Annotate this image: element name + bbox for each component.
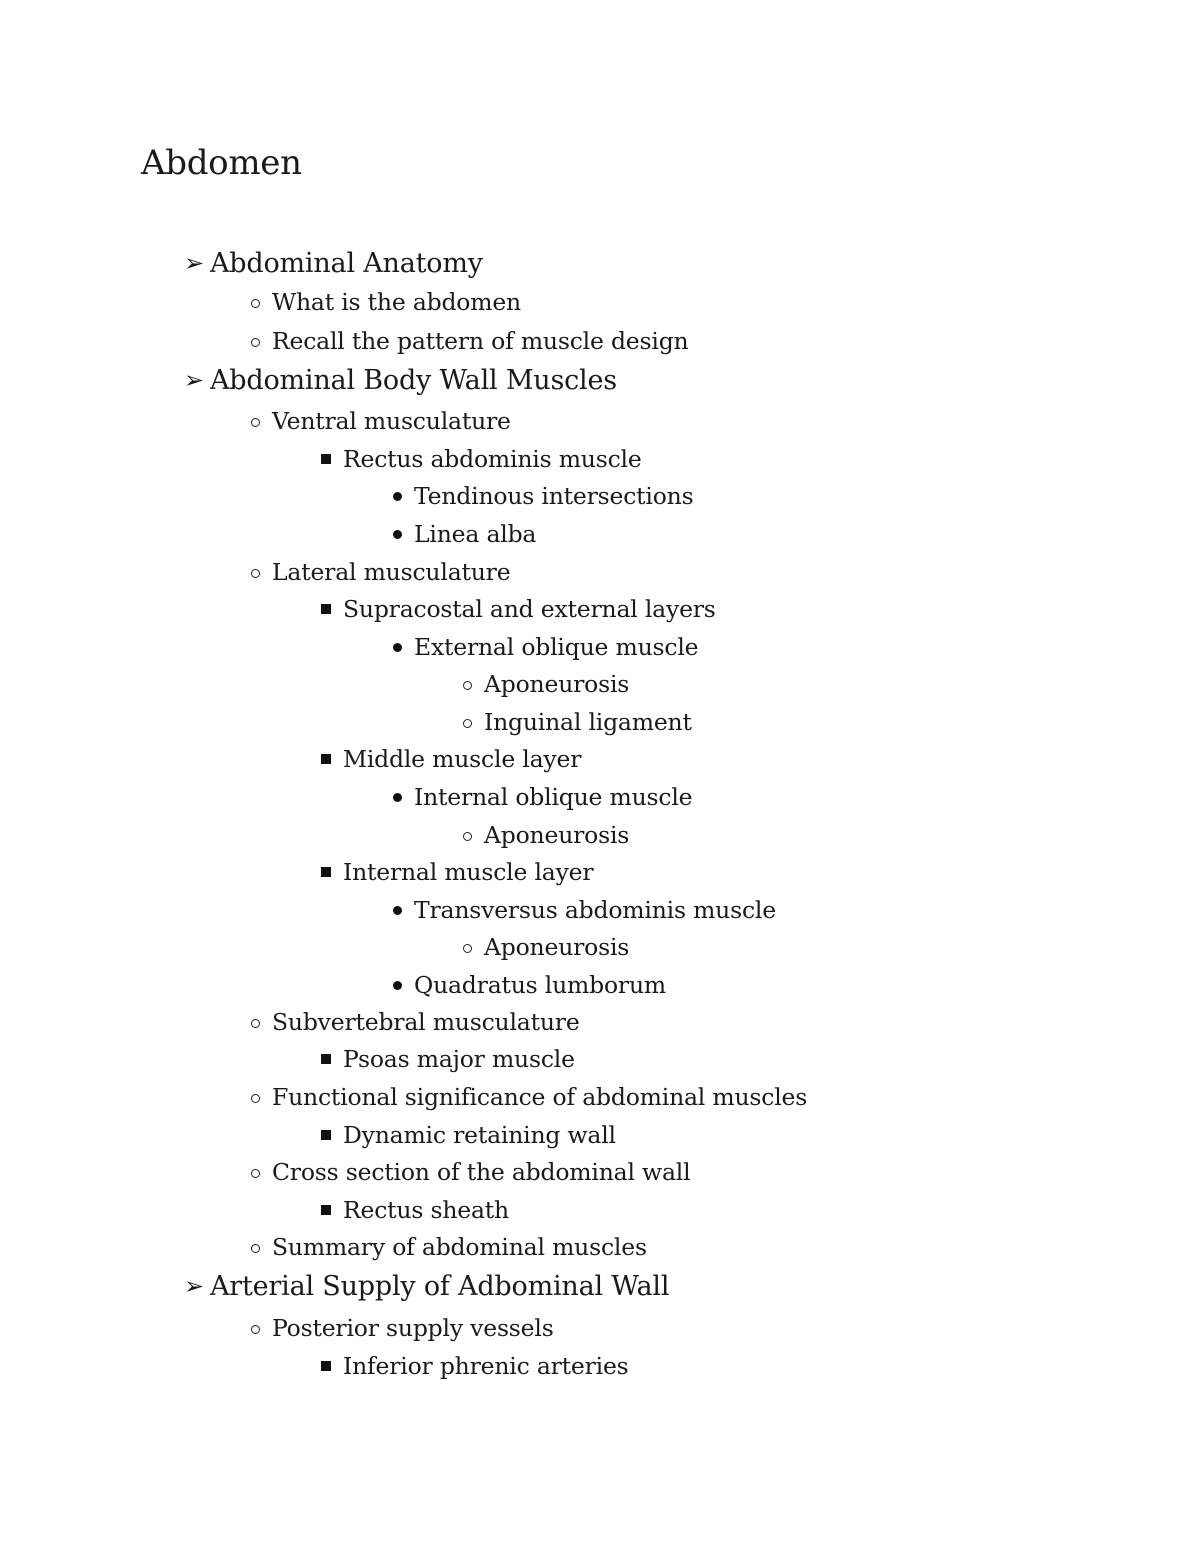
filled-circle-bullet-icon [380, 641, 414, 659]
list-item [238, 1233, 647, 1261]
list-item-text: Internal muscle layer [343, 858, 594, 886]
list-item [309, 445, 642, 473]
hollow-circle-bullet-icon [238, 1322, 272, 1340]
list-item-text: Aponeurosis [484, 670, 630, 698]
list-item-text: External oblique muscle [414, 633, 699, 661]
list-item-text: Supracostal and external layers [343, 595, 716, 623]
square-bullet-icon [309, 866, 343, 884]
list-item-text: Recall the pattern of muscle design [272, 327, 689, 355]
square-bullet-icon [309, 603, 343, 621]
list-item [450, 708, 692, 736]
filled-circle-bullet-icon [380, 979, 414, 997]
list-item [309, 1045, 575, 1073]
list-item [238, 1314, 554, 1342]
list-item-text: Rectus abdominis muscle [343, 445, 642, 473]
list-item-text: Abdominal Body Wall Muscles [210, 365, 617, 396]
list-item [380, 482, 693, 510]
list-item-text: Transversus abdominis muscle [414, 896, 776, 924]
hollow-circle-bullet-icon [238, 1241, 272, 1259]
list-item-text: Cross section of the abdominal wall [272, 1158, 691, 1186]
hollow-circle-bullet-icon [238, 415, 272, 433]
list-item-text: Summary of abdominal muscles [272, 1233, 647, 1261]
square-bullet-icon [309, 1360, 343, 1378]
list-item-text: Internal oblique muscle [414, 783, 693, 811]
filled-circle-bullet-icon [380, 490, 414, 508]
list-item-text: Dynamic retaining wall [343, 1121, 616, 1149]
list-item [309, 858, 593, 886]
list-item-text: Linea alba [414, 520, 537, 548]
list-item-text: What is the abdomen [272, 288, 521, 316]
arrow-bullet-icon: ➢ [184, 366, 204, 394]
list-item-text: Ventral musculature [272, 407, 511, 435]
list-item [380, 971, 666, 999]
square-bullet-icon [309, 1204, 343, 1222]
outline-heading [178, 248, 483, 279]
filled-circle-bullet-icon [380, 528, 414, 546]
list-item-text: Aponeurosis [484, 821, 630, 849]
filled-circle-bullet-icon [380, 904, 414, 922]
list-item [309, 1352, 629, 1380]
list-item-text: Quadratus lumborum [414, 971, 666, 999]
square-bullet-icon [309, 1129, 343, 1147]
list-item-text: Subvertebral musculature [272, 1008, 580, 1036]
list-item-text: Middle muscle layer [343, 745, 582, 773]
list-item [380, 633, 698, 661]
square-bullet-icon [309, 1053, 343, 1071]
list-item-text: Posterior supply vessels [272, 1314, 554, 1342]
list-item [380, 896, 776, 924]
list-item [380, 783, 692, 811]
list-item-text: Rectus sheath [343, 1196, 509, 1224]
list-item [380, 520, 536, 548]
hollow-circle-bullet-icon [450, 716, 484, 734]
list-item [238, 558, 510, 586]
list-item [238, 1008, 580, 1036]
hollow-circle-bullet-icon [450, 829, 484, 847]
list-item-text: Tendinous intersections [414, 482, 694, 510]
list-item [238, 407, 511, 435]
square-bullet-icon [309, 753, 343, 771]
list-item [309, 595, 716, 623]
hollow-circle-bullet-icon [238, 1016, 272, 1034]
list-item [450, 670, 629, 698]
document-title: Abdomen [141, 143, 302, 183]
hollow-circle-bullet-icon [450, 941, 484, 959]
hollow-circle-bullet-icon [238, 1091, 272, 1109]
list-item [450, 933, 629, 961]
arrow-bullet-icon: ➢ [184, 249, 204, 277]
list-item-text: Lateral musculature [272, 558, 511, 586]
list-item-text: Inferior phrenic arteries [343, 1352, 629, 1380]
hollow-circle-bullet-icon [238, 566, 272, 584]
arrow-bullet-icon: ➢ [184, 1272, 204, 1300]
square-bullet-icon [309, 453, 343, 471]
outline-heading [178, 1271, 669, 1302]
list-item-text: Inguinal ligament [484, 708, 692, 736]
hollow-circle-bullet-icon [450, 678, 484, 696]
list-item-text: Arterial Supply of Adbominal Wall [210, 1271, 670, 1302]
list-item [309, 1196, 509, 1224]
hollow-circle-bullet-icon [238, 1166, 272, 1184]
list-item-text: Aponeurosis [484, 933, 630, 961]
list-item [238, 327, 688, 355]
list-item [238, 1083, 807, 1111]
list-item-text: Functional significance of abdominal muscles [272, 1083, 808, 1111]
list-item [450, 821, 629, 849]
hollow-circle-bullet-icon [238, 335, 272, 353]
list-item [309, 745, 581, 773]
hollow-circle-bullet-icon [238, 296, 272, 314]
list-item-text: Psoas major muscle [343, 1045, 575, 1073]
list-item [238, 288, 521, 316]
list-item-text: Abdominal Anatomy [210, 248, 483, 279]
list-item [238, 1158, 690, 1186]
outline-heading [178, 365, 617, 396]
list-item [309, 1121, 616, 1149]
filled-circle-bullet-icon [380, 791, 414, 809]
